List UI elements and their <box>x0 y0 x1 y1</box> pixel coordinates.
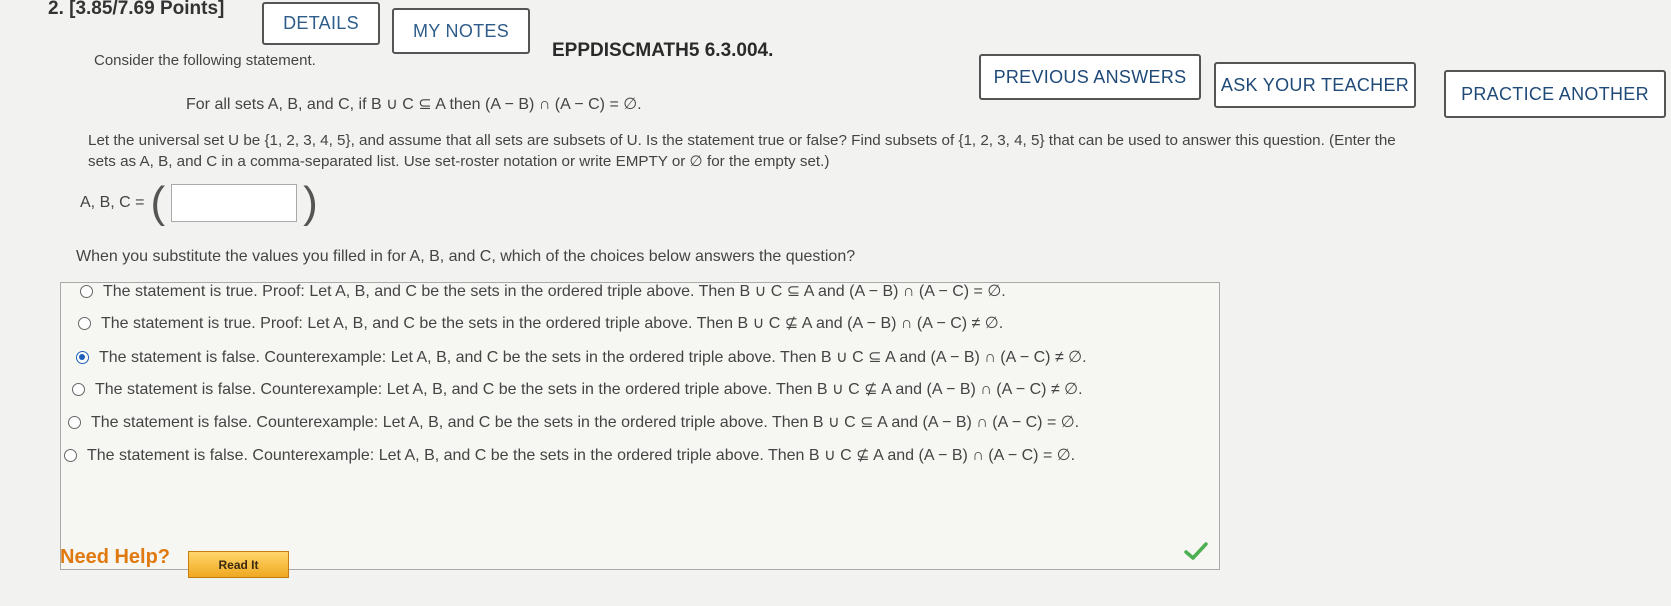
checkmark-icon <box>1184 542 1208 560</box>
previous-answers-button[interactable]: PREVIOUS ANSWERS <box>979 54 1201 100</box>
choice-option[interactable] <box>80 281 1006 301</box>
choice-text: The statement is false. Counterexample: Let A, B, and C be the sets in the ordered triple above. Then B ∪ C ⊆ A and (A − B) ∩ (A − C) = ∅. <box>91 414 1080 431</box>
ask-teacher-button[interactable]: ASK YOUR TEACHER <box>1214 62 1416 108</box>
instructions-line-2: sets as A, B, and C in a comma-separated list. Use set-roster notation or write EMPTY or ∅ for the empty set.) <box>88 153 830 170</box>
details-button[interactable]: DETAILS <box>262 2 380 45</box>
substitute-prompt: When you substitute the values you filled in for A, B, and C, which of the choices below answers the question? <box>76 248 856 265</box>
answer-label: A, B, C = <box>80 194 145 211</box>
my-notes-button[interactable]: MY NOTES <box>392 8 530 54</box>
choice-option[interactable] <box>78 313 1003 333</box>
need-help-label: Need Help? <box>60 546 171 568</box>
radio-button[interactable] <box>72 383 85 396</box>
choice-option-selected[interactable] <box>76 347 1087 367</box>
choice-text: The statement is true. Proof: Let A, B, and C be the sets in the ordered triple above. Then B ∪ C ⊈ A and (A − B) ∩ (A − C) ≠ ∅. <box>101 315 1004 332</box>
radio-button-selected[interactable] <box>76 351 89 364</box>
question-statement: For all sets A, B, and C, if B ∪ C ⊆ A then (A − B) ∩ (A − C) = ∅. <box>186 96 642 113</box>
answer-row <box>80 178 318 227</box>
read-it-button[interactable]: Read It <box>188 551 289 578</box>
choice-option[interactable] <box>64 445 1075 465</box>
radio-button[interactable] <box>78 317 91 330</box>
open-paren: ( <box>150 178 166 227</box>
choice-text: The statement is false. Counterexample: Let A, B, and C be the sets in the ordered triple above. Then B ∪ C ⊈ A and (A − B) ∩ (A − C) ≠ ∅. <box>95 381 1083 398</box>
choice-text: The statement is true. Proof: Let A, B, and C be the sets in the ordered triple above. Then B ∪ C ⊆ A and (A − B) ∩ (A − C) = ∅. <box>103 283 1006 300</box>
radio-button[interactable] <box>68 416 81 429</box>
close-paren: ) <box>303 178 318 227</box>
answer-input[interactable] <box>171 184 297 222</box>
question-intro: Consider the following statement. <box>94 52 316 69</box>
instructions-line-1: Let the universal set U be {1, 2, 3, 4, 5}, and assume that all sets are subsets of U. Is the statement true or false? Find subsets of {1, 2, 3, 4, 5} that can be used to answer this question. (Enter the <box>88 132 1396 149</box>
choice-text: The statement is false. Counterexample: Let A, B, and C be the sets in the ordered triple above. Then B ∪ C ⊆ A and (A − B) ∩ (A − C) ≠ ∅. <box>99 349 1087 366</box>
radio-button[interactable] <box>80 285 93 298</box>
problem-id: EPPDISCMATH5 6.3.004. <box>552 40 774 61</box>
radio-button[interactable] <box>64 449 77 462</box>
choice-text: The statement is false. Counterexample: Let A, B, and C be the sets in the ordered triple above. Then B ∪ C ⊈ A and (A − B) ∩ (A − C) = ∅. <box>87 447 1076 464</box>
choice-option[interactable] <box>72 379 1083 399</box>
choice-option[interactable] <box>68 412 1079 432</box>
practice-another-button[interactable]: PRACTICE ANOTHER <box>1444 70 1666 118</box>
question-points: 2. [3.85/7.69 Points] <box>48 0 225 19</box>
